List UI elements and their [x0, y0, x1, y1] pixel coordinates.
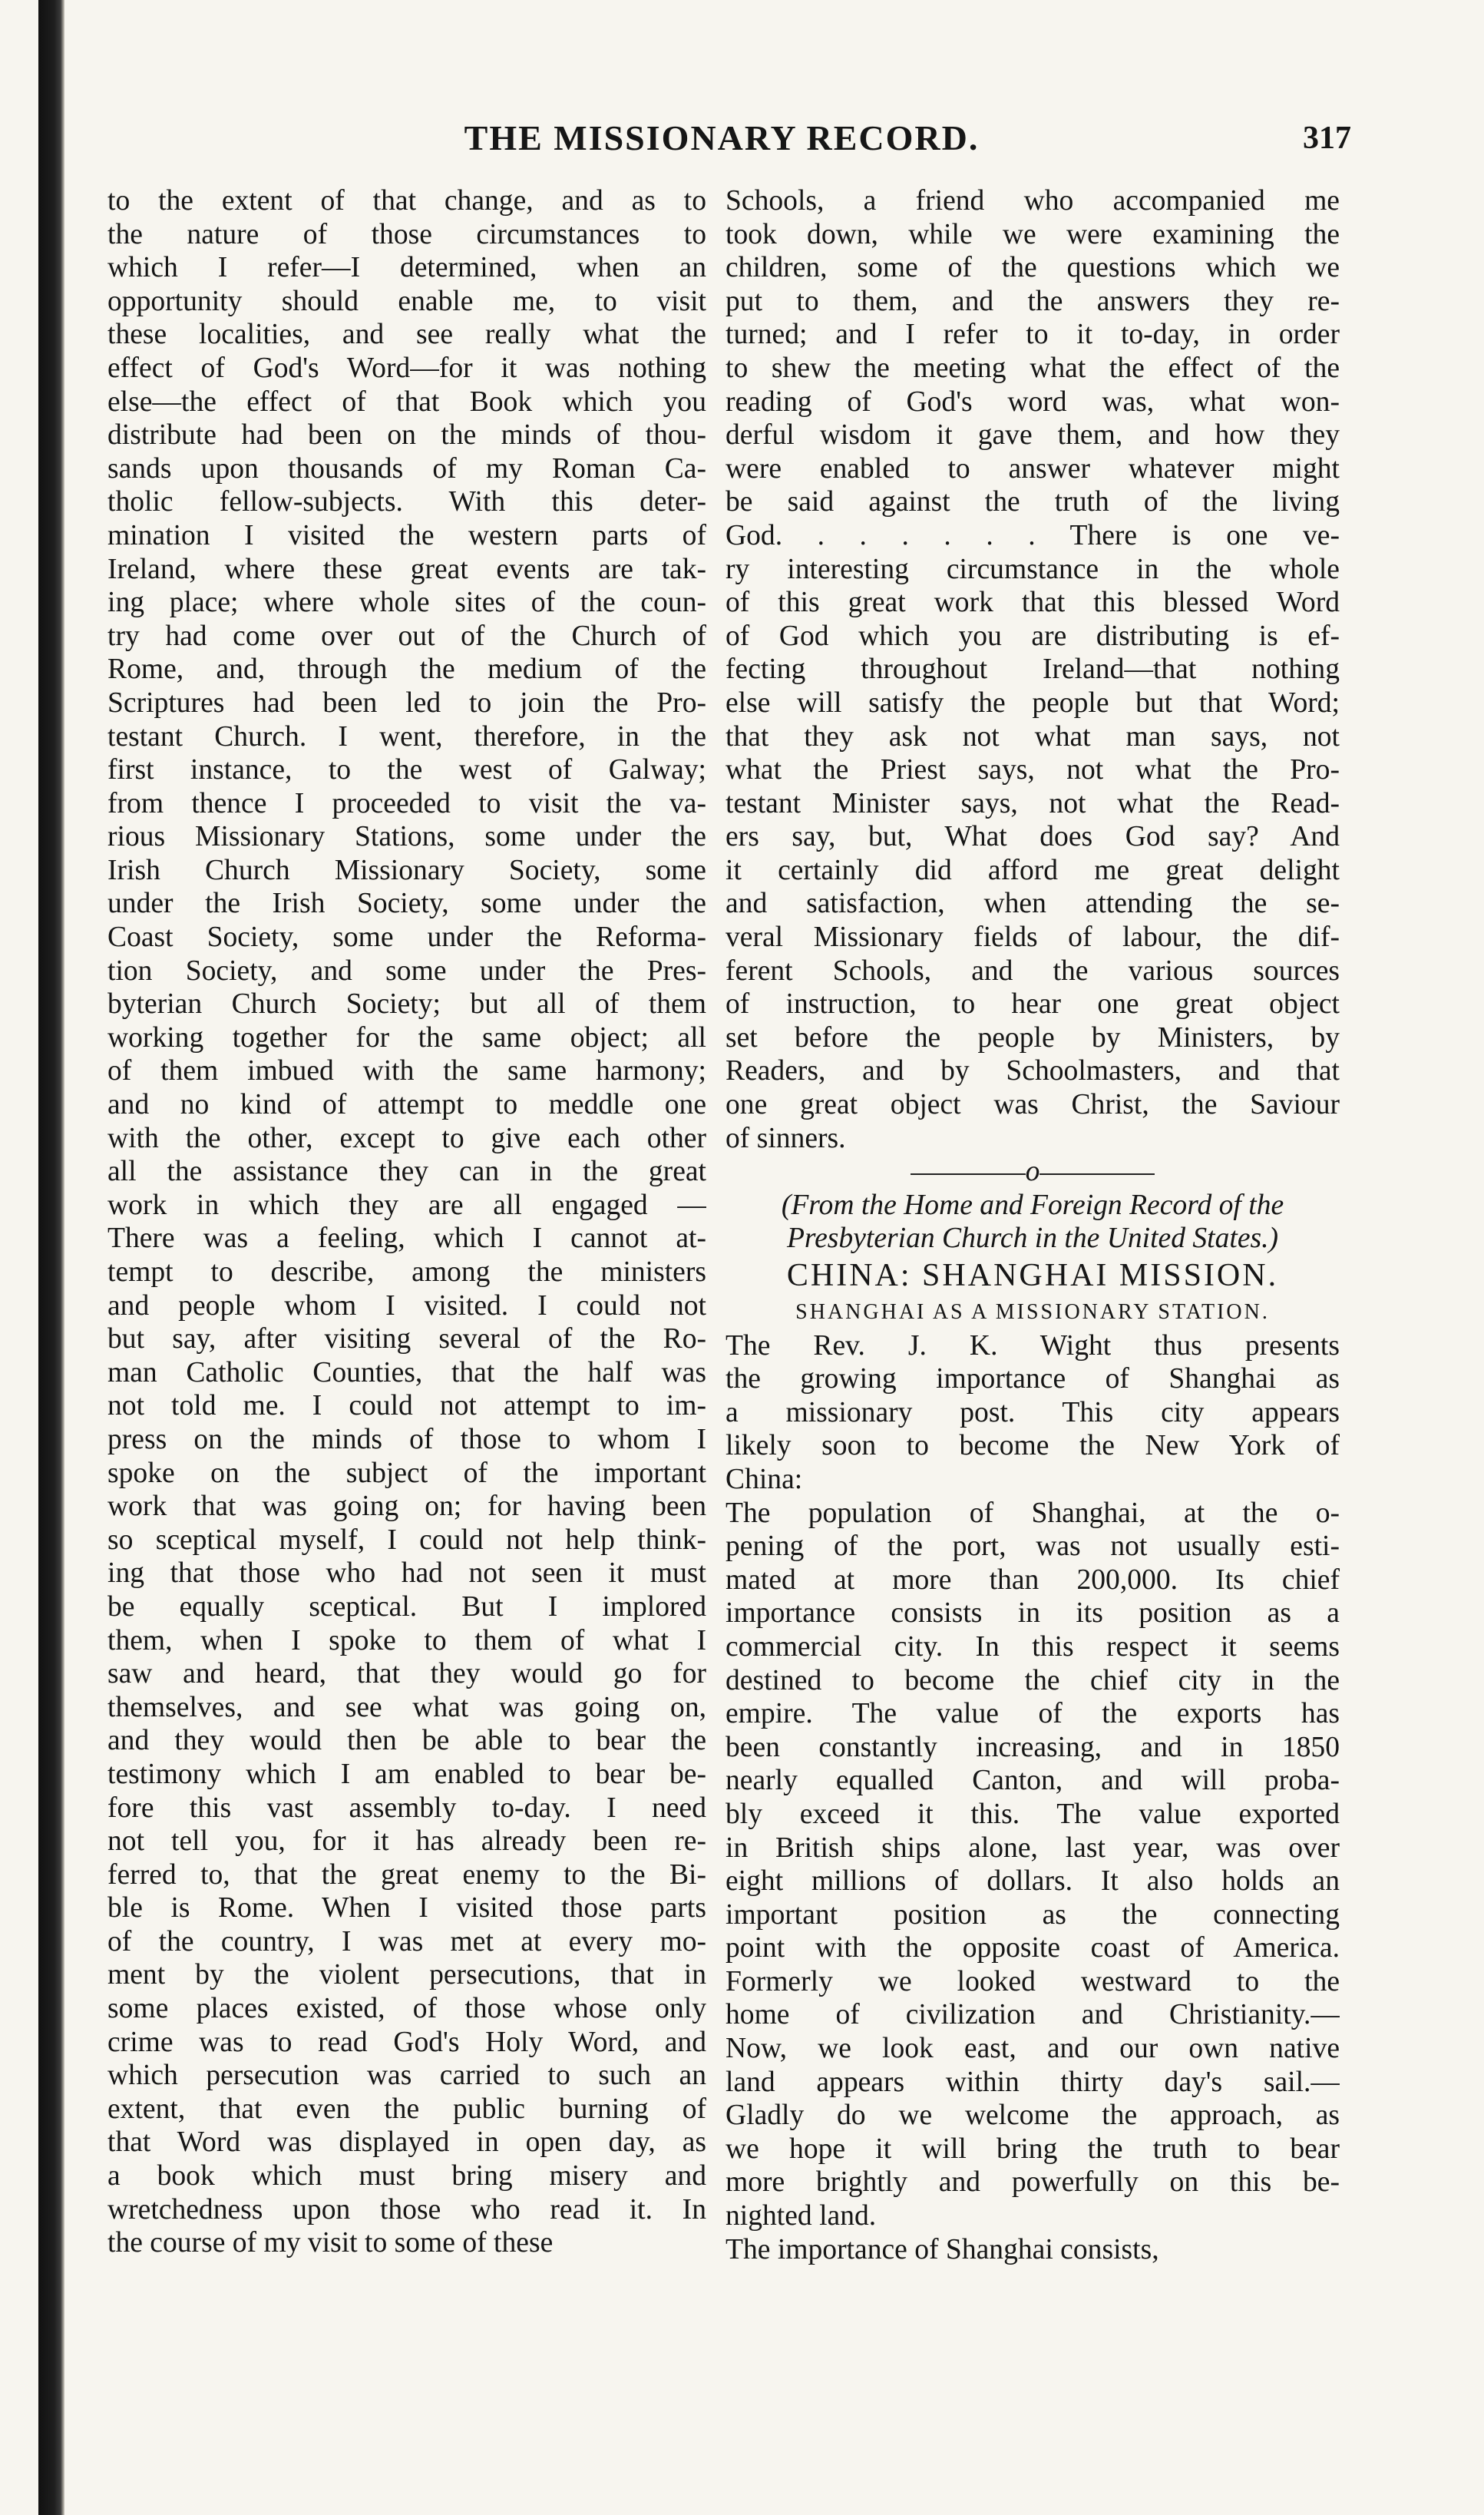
text-line: effect of God's Word—for it was nothing: [107, 352, 706, 384]
text-line: press on the minds of those to whom I: [107, 1423, 706, 1455]
text-line: that they ask not what man says, not: [725, 720, 1340, 753]
page-header: [92, 115, 1351, 169]
right-column: [725, 184, 1340, 2266]
text-line: rious Missionary Stations, some under the: [107, 821, 706, 853]
text-line: ing place; where whole sites of the coun-: [107, 587, 706, 619]
text-line: ers say, but, What does God say? And: [725, 821, 1340, 853]
source-attribution-line-2: Presbyterian Church in the United States.): [786, 1223, 1279, 1255]
text-line: distribute had been on the minds of thou-: [107, 419, 706, 452]
text-line: else will satisfy the people but that Word;: [725, 687, 1340, 719]
text-line: destined to become the chief city in the: [725, 1664, 1340, 1696]
text-line: home of civilization and Christianity.—: [725, 1999, 1340, 2031]
text-line: that Word was displayed in open day, as: [107, 2126, 706, 2159]
text-line: Readers, and by Schoolmasters, and that: [725, 1055, 1340, 1087]
text-line: Now, we look east, and our own native: [725, 2033, 1340, 2065]
text-line: derful wisdom it gave them, and how they: [725, 419, 1340, 452]
text-line: wretchedness upon those who read it. In: [107, 2193, 706, 2225]
divider-mark: o: [1025, 1156, 1040, 1188]
binding-shadow: [38, 0, 64, 2515]
text-line: of this great work that this blessed Word: [725, 587, 1340, 619]
text-line: be said against the truth of the living: [725, 486, 1340, 518]
text-line: tempt to describe, among the ministers: [107, 1256, 706, 1288]
text-line: and people whom I visited. I could not: [107, 1289, 706, 1322]
text-line: Schools, a friend who accompanied me: [725, 185, 1340, 217]
text-line: The population of Shanghai, at the o-: [725, 1497, 1340, 1529]
text-line: with the other, except to give each other: [107, 1122, 706, 1154]
divider-line-right: [1039, 1173, 1155, 1175]
text-line: been constantly increasing, and in 1850: [725, 1731, 1340, 1763]
text-line: the growing importance of Shanghai as: [725, 1363, 1340, 1395]
article-final-line: The importance of Shanghai consists,: [725, 2233, 1159, 2265]
text-line: try had come over out of the Church of: [107, 620, 706, 652]
text-line: testimony which I am enabled to bear be-: [107, 1758, 706, 1790]
text-line: Irish Church Missionary Society, some: [107, 854, 706, 886]
text-line: Scriptures had been led to join the Pro-: [107, 687, 706, 719]
text-line: mated at more than 200,000. Its chief: [725, 1564, 1340, 1596]
text-line: ble is Rome. When I visited those parts: [107, 1892, 706, 1924]
text-line: The Rev. J. K. Wight thus presents: [725, 1329, 1340, 1362]
left-column: [107, 184, 706, 2260]
text-line: reading of God's word was, what won-: [725, 386, 1340, 418]
text-line: Rome, and, through the medium of the: [107, 654, 706, 686]
text-line: important position as the connecting: [725, 1898, 1340, 1931]
text-line: which persecution was carried to such an: [107, 2060, 706, 2092]
text-line: set before the people by Ministers, by: [725, 1021, 1340, 1054]
text-line: God. . . . . . . There is one ve-: [725, 519, 1340, 551]
speech-continuation: [725, 184, 1340, 1155]
text-line: ferent Schools, and the various sources: [725, 955, 1340, 987]
text-line: saw and heard, that they would go for: [107, 1658, 706, 1690]
text-line: testant Church. I went, therefore, in the: [107, 720, 706, 753]
text-line: China:: [725, 1463, 803, 1495]
text-line: tion Society, and some under the Pres-: [107, 955, 706, 987]
text-line: more brightly and powerfully on this be-: [725, 2166, 1340, 2199]
text-line: a book which must bring misery and: [107, 2160, 706, 2192]
text-line: took down, while we were examining the: [725, 218, 1340, 250]
text-line: in British ships alone, last year, was over: [725, 1832, 1340, 1864]
text-line: which I refer—I determined, when an: [107, 252, 706, 284]
text-line: pening of the port, was not usually esti-: [725, 1531, 1340, 1563]
text-line: work in which they are all engaged —: [107, 1189, 706, 1221]
text-line: veral Missionary fields of labour, the dif-: [725, 922, 1340, 954]
text-line: ment by the violent persecutions, that in: [107, 1959, 706, 1991]
article-heading: CHINA: SHANGHAI MISSION.: [786, 1258, 1279, 1293]
text-line: tholic fellow-subjects. With this deter-: [107, 486, 706, 518]
text-line: it certainly did afford me great delight: [725, 854, 1340, 886]
text-line: mination I visited the western parts of: [107, 519, 706, 551]
text-line: and no kind of attempt to meddle one: [107, 1089, 706, 1121]
text-line: work that was going on; for having been: [107, 1491, 706, 1523]
text-line: and they would then be able to bear the: [107, 1725, 706, 1757]
text-line: nighted land.: [725, 2200, 877, 2232]
text-line: were enabled to answer whatever might: [725, 452, 1340, 485]
text-line: all the assistance they can in the great: [107, 1156, 706, 1188]
article-subheading: SHANGHAI AS A MISSIONARY STATION.: [795, 1300, 1270, 1324]
text-line: under the Irish Society, some under the: [107, 888, 706, 920]
text-line: working together for the same object; all: [107, 1021, 706, 1054]
text-line: so sceptical myself, I could not help think-: [107, 1524, 706, 1556]
text-line: point with the opposite coast of America.: [725, 1932, 1340, 1964]
page-number: 317: [1303, 121, 1351, 156]
text-line: to the extent of that change, and as to: [107, 185, 706, 217]
article-body: [725, 1497, 1340, 2233]
text-line: of instruction, to hear one great object: [725, 988, 1340, 1021]
text-line: empire. The value of the exports has: [725, 1698, 1340, 1730]
text-line: of sinners.: [725, 1122, 846, 1154]
text-line: of them imbued with the same harmony;: [107, 1055, 706, 1087]
text-line: Formerly we looked westward to the: [725, 1965, 1340, 1997]
text-line: crime was to read God's Holy Word, and: [107, 2026, 706, 2058]
text-line: importance consists in its position as a: [725, 1597, 1340, 1630]
text-line: land appears within thirty day's sail.—: [725, 2066, 1340, 2098]
text-line: the course of my visit to some of these: [107, 2227, 554, 2259]
text-line: commercial city. In this respect it seems: [725, 1630, 1340, 1663]
text-line: ry interesting circumstance in the whole: [725, 553, 1340, 585]
text-line: extent, that even the public burning of: [107, 2093, 706, 2125]
section-divider: [725, 1155, 1340, 1189]
text-line: spoke on the subject of the important: [107, 1457, 706, 1489]
text-line: the nature of those circumstances to: [107, 218, 706, 250]
text-line: children, some of the questions which we: [725, 252, 1340, 284]
text-line: nearly equalled Canton, and will proba-: [725, 1765, 1340, 1797]
text-line: to shew the meeting what the effect of the: [725, 352, 1340, 384]
text-line: ing that those who had not seen it must: [107, 1557, 706, 1590]
text-line: and satisfaction, when attending the se-: [725, 888, 1340, 920]
text-line: a missionary post. This city appears: [725, 1396, 1340, 1428]
text-line: of God which you are distributing is ef-: [725, 620, 1340, 652]
text-line: but say, after visiting several of the Ro-: [107, 1323, 706, 1355]
text-line: from thence I proceeded to visit the va-: [107, 787, 706, 819]
text-line: of the country, I was met at every mo-: [107, 1925, 706, 1957]
text-line: not tell you, for it has already been re-: [107, 1825, 706, 1858]
text-line: first instance, to the west of Galway;: [107, 754, 706, 786]
text-line: turned; and I refer to it to-day, in order: [725, 319, 1340, 351]
text-line: these localities, and see really what the: [107, 319, 706, 351]
text-line: sands upon thousands of my Roman Ca-: [107, 452, 706, 485]
text-line: man Catholic Counties, that the half was: [107, 1356, 706, 1388]
text-line: Coast Society, some under the Reforma-: [107, 922, 706, 954]
text-line: bly exceed it this. The value exported: [725, 1798, 1340, 1830]
text-line: Ireland, where these great events are tak-: [107, 553, 706, 585]
article-intro: [725, 1329, 1340, 1497]
running-head-title: THE MISSIONARY RECORD.: [464, 118, 980, 157]
text-line: themselves, and see what was going on,: [107, 1691, 706, 1723]
text-line: There was a feeling, which I cannot at-: [107, 1223, 706, 1255]
text-line: we hope it will bring the truth to bear: [725, 2133, 1340, 2165]
text-line: one great object was Christ, the Saviour: [725, 1089, 1340, 1121]
text-line: what the Priest says, not what the Pro-: [725, 754, 1340, 786]
text-line: ferred to, that the great enemy to the Bi-: [107, 1858, 706, 1891]
text-line: fore this vast assembly to-day. I need: [107, 1792, 706, 1824]
text-line: opportunity should enable me, to visit: [107, 285, 706, 317]
text-line: Gladly do we welcome the approach, as: [725, 2100, 1340, 2132]
source-attribution-line-1: (From the Home and Foreign Record of the: [781, 1189, 1284, 1221]
text-line: else—the effect of that Book which you: [107, 386, 706, 418]
divider-line-left: [911, 1173, 1026, 1175]
text-line: likely soon to become the New York of: [725, 1430, 1340, 1462]
text-line: put to them, and the answers they re-: [725, 285, 1340, 317]
text-line: fecting throughout Ireland—that nothing: [725, 654, 1340, 686]
text-line: some places existed, of those whose only: [107, 1993, 706, 2025]
text-line: not told me. I could not attempt to im-: [107, 1390, 706, 1422]
text-line: testant Minister says, not what the Read-: [725, 787, 1340, 819]
text-line: byterian Church Society; but all of them: [107, 988, 706, 1021]
text-line: eight millions of dollars. It also holds an: [725, 1865, 1340, 1898]
text-line: them, when I spoke to them of what I: [107, 1624, 706, 1656]
text-line: be equally sceptical. But I implored: [107, 1590, 706, 1623]
